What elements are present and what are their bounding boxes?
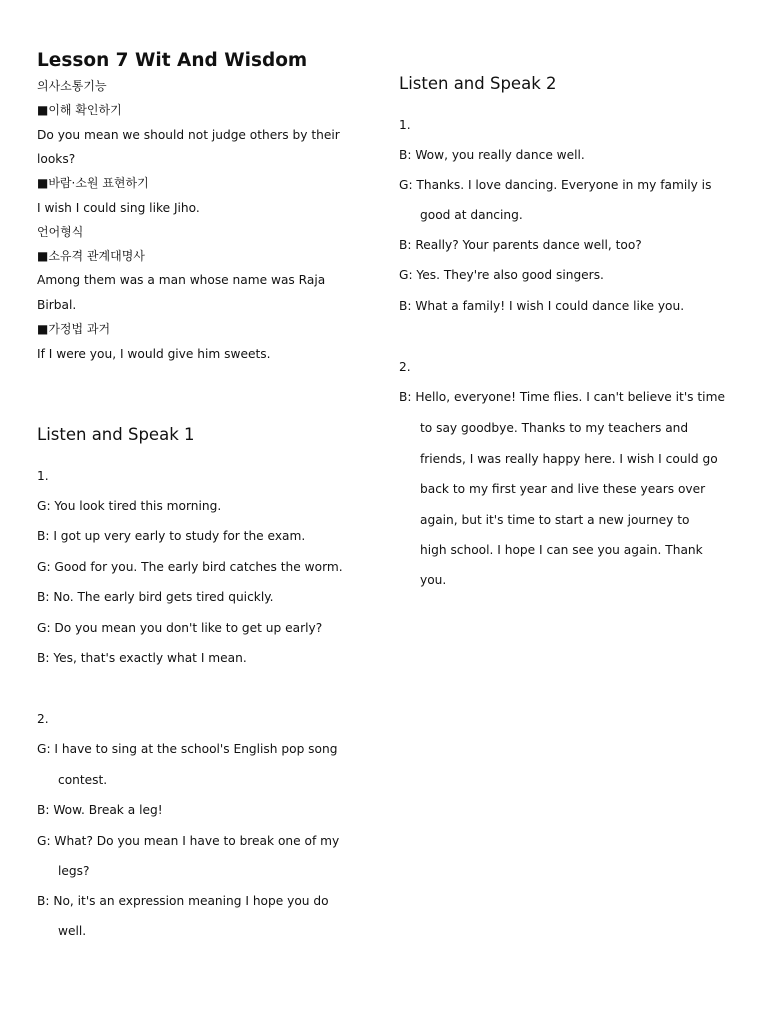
- intro-line: ■이해 확인하기: [37, 103, 122, 117]
- dialogue-line: back to my first year and live these years over: [420, 482, 706, 496]
- dialogue-line: friends, I was really happy here. I wish I could go: [420, 452, 718, 466]
- dialogue-line: B: Really? Your parents dance well, too?: [399, 238, 642, 252]
- intro-line: If I were you, I would give him sweets.: [37, 347, 271, 361]
- dialogue-line: B: What a family! I wish I could dance like you.: [399, 299, 685, 313]
- intro-line: Do you mean we should not judge others by their: [37, 128, 340, 142]
- dialogue-line: B: Wow, you really dance well.: [399, 148, 585, 162]
- intro-line: Among them was a man whose name was Raja: [37, 273, 326, 287]
- dialogue-line: B: I got up very early to study for the exam.: [37, 529, 306, 543]
- dialogue-line: contest.: [58, 773, 108, 787]
- dialogue-line: G: Thanks. I love dancing. Everyone in my family is: [399, 178, 712, 192]
- section-heading: Listen and Speak 1: [37, 425, 195, 444]
- intro-line: I wish I could sing like Jiho.: [37, 201, 200, 215]
- dialogue-line: you.: [420, 573, 447, 587]
- dialogue-line: 2.: [37, 712, 49, 726]
- dialogue-line: to say goodbye. Thanks to my teachers and: [420, 421, 689, 435]
- intro-line: ■가정법 과거: [37, 322, 111, 336]
- lesson-title: Lesson 7 Wit And Wisdom: [37, 50, 308, 71]
- dialogue-line: G: Do you mean you don't like to get up early?: [37, 621, 323, 635]
- dialogue-line: B: No, it's an expression meaning I hope you do: [37, 894, 329, 908]
- dialogue-line: G: I have to sing at the school's English pop song: [37, 742, 338, 756]
- intro-line: ■바람·소원 표현하기: [37, 176, 149, 190]
- intro-line: ■소유격 관계대명사: [37, 249, 145, 263]
- dialogue-line: G: Yes. They're also good singers.: [399, 268, 604, 282]
- dialogue-line: good at dancing.: [420, 208, 523, 222]
- dialogue-line: legs?: [58, 864, 90, 878]
- dialogue-line: B: Wow. Break a leg!: [37, 803, 163, 817]
- intro-line: 언어형식: [37, 225, 84, 239]
- dialogue-line: 2.: [399, 360, 411, 374]
- dialogue-line: again, but it's time to start a new journey to: [420, 513, 690, 527]
- dialogue-line: B: No. The early bird gets tired quickly.: [37, 590, 274, 604]
- intro-line: looks?: [37, 152, 76, 166]
- intro-line: 의사소통기능: [37, 79, 107, 93]
- dialogue-line: B: Hello, everyone! Time flies. I can't believe it's time: [399, 390, 725, 404]
- dialogue-line: 1.: [399, 118, 411, 132]
- dialogue-line: G: Good for you. The early bird catches the worm.: [37, 560, 343, 574]
- dialogue-line: 1.: [37, 469, 49, 483]
- dialogue-line: B: Yes, that's exactly what I mean.: [37, 651, 247, 665]
- dialogue-line: well.: [58, 924, 87, 938]
- section-heading: Listen and Speak 2: [399, 74, 557, 93]
- dialogue-line: G: What? Do you mean I have to break one of my: [37, 834, 340, 848]
- intro-line: Birbal.: [37, 298, 77, 312]
- dialogue-line: G: You look tired this morning.: [37, 499, 222, 513]
- dialogue-line: high school. I hope I can see you again. Thank: [420, 543, 703, 557]
